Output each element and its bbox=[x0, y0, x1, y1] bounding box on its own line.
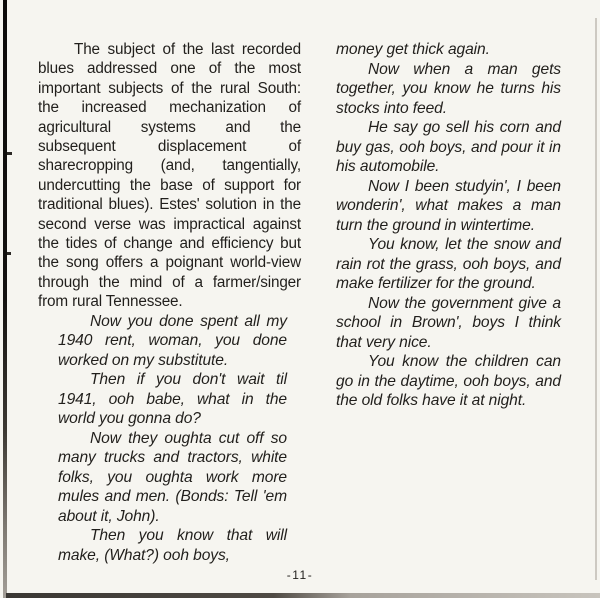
verse-paragraph: Now when a man gets together, you know he turns his stocks into feed. bbox=[336, 60, 561, 117]
verse-paragraph: Now I been studyin', I been wonderin', what makes a man turn the ground in wintertime. bbox=[336, 177, 561, 234]
scan-edge-right bbox=[595, 18, 597, 580]
verse-paragraph: Then you know that will make, (What?) ooh boys, bbox=[58, 527, 287, 564]
scan-edge-bottom bbox=[6, 593, 600, 598]
right-column bbox=[336, 40, 561, 411]
left-column bbox=[38, 40, 301, 565]
verse-paragraph: You know, let the snow and rain rot the grass, ooh boys, and make fertilizer for the ground. bbox=[336, 236, 561, 292]
verse-paragraph-continuation: money get thick again. bbox=[336, 41, 490, 58]
verse-paragraph: You know the children can go in the daytime, ooh boys, and the old folks have it at night. bbox=[336, 353, 561, 409]
page-number: -11- bbox=[286, 568, 314, 582]
prose-paragraph: The subject of the last recorded blues addressed one of the most important subjects of the rural South: the increased mechanization of agricultural systems and the subsequent displacement of sharecropping (and, tangentially, undercutting the base of support for traditional blues). Estes' solution in the second verse was impractical against the tides of change and efficiency but the song offers a poignant world-view through the mind of a farmer/singer from rural Tennessee. bbox=[38, 41, 301, 311]
verse-paragraph: He say go sell his corn and buy gas, ooh boys, and pour it in his automobile. bbox=[336, 119, 561, 175]
scan-edge-tick bbox=[7, 152, 12, 155]
scan-edge-tick bbox=[7, 252, 11, 255]
verse-paragraph: Then if you don't wait til 1941, ooh babe, what in the world you gonna do? bbox=[58, 371, 287, 428]
verse-paragraph: Now the government give a school in Brown', boys I think that very nice. bbox=[336, 294, 561, 351]
verse-paragraph: Now you done spent all my 1940 rent, woman, you done worked on my substitute. bbox=[58, 312, 287, 369]
verse-paragraph: Now they oughta cut off so many trucks and tractors, white folks, you oughta work more mules and men. (Bonds: Tell 'em about it, John). bbox=[58, 429, 287, 525]
scan-edge-left bbox=[3, 0, 7, 598]
